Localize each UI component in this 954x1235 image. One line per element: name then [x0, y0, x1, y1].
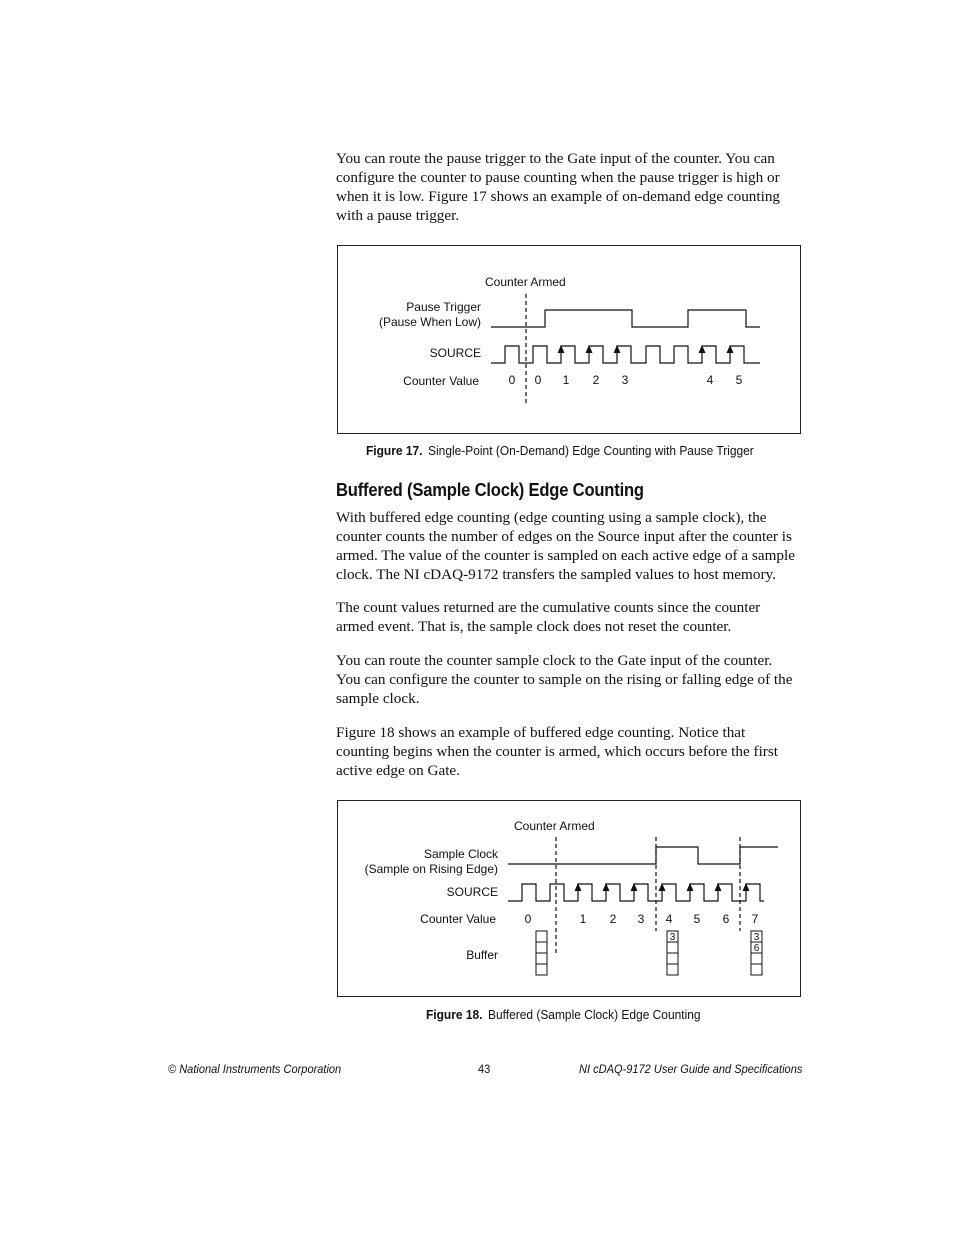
fig18-count-value: 0 [524, 912, 532, 926]
figure-17-caption-text: Single-Point (On-Demand) Edge Counting with Pause Trigger [428, 443, 754, 458]
paragraph-pause-trigger: You can route the pause trigger to the Gate input of the counter. You can configure the counter to pause counting when the pause trigger is high or when it is low. Figure 17 shows an example of on-demand edge counting with a pause trigger. [336, 150, 781, 224]
fig17-source-waveform [491, 346, 760, 363]
fig17-count-value: 2 [592, 373, 600, 387]
figure-18-caption-text: Buffered (Sample Clock) Edge Counting [488, 1007, 701, 1022]
fig18-counter-armed-label: Counter Armed [514, 819, 595, 833]
figure-17-caption-label: Figure 17. [366, 443, 423, 458]
figure-18-caption [426, 1007, 701, 1022]
fig18-count-value: 3 [637, 912, 645, 926]
buffer-cell [536, 953, 547, 964]
fig18-buffer-empty [536, 931, 547, 975]
paragraph-buffered-intro: With buffered edge counting (edge counting using a sample clock), the counter counts the number of edges on the Source input after the counter is armed. The value of the counter is sampled on each active edge of a sample clock. The NI cDAQ-9172 transfers the sampled values to host memory. [336, 509, 795, 583]
figure-17-svg [338, 246, 800, 433]
buffer-cell [667, 942, 678, 953]
fig17-count-value: 0 [508, 373, 516, 387]
footer-document-title: NI cDAQ-9172 User Guide and Specifications [579, 1062, 803, 1076]
fig18-buffer-value: 3 [753, 932, 760, 943]
fig18-sample-clock-sublabel: (Sample on Rising Edge) [364, 862, 498, 876]
fig18-buffer-label: Buffer [466, 948, 498, 962]
fig17-count-value: 1 [562, 373, 570, 387]
section-heading: Buffered (Sample Clock) Edge Counting [336, 480, 644, 500]
buffer-cell [667, 953, 678, 964]
fig17-pause-trigger-waveform [491, 310, 760, 327]
fig18-count-value: 1 [579, 912, 587, 926]
fig18-count-value: 7 [751, 912, 759, 926]
fig18-sample-clock-label: Sample Clock [423, 847, 498, 861]
fig17-pause-trigger-label: Pause Trigger [406, 300, 481, 314]
fig18-count-value: 5 [693, 912, 701, 926]
figure-17-caption [366, 443, 754, 458]
figure-18-caption-label: Figure 18. [426, 1007, 483, 1022]
fig17-counter-armed-label: Counter Armed [485, 275, 566, 289]
buffer-cell [536, 964, 547, 975]
fig17-source-label: SOURCE [429, 346, 481, 360]
fig17-count-value: 0 [534, 373, 542, 387]
fig17-pause-trigger-sublabel: (Pause When Low) [378, 315, 481, 329]
buffer-cell [751, 964, 762, 975]
buffer-cell [536, 931, 547, 942]
paragraph-count-values: The count values returned are the cumulative counts since the counter armed event. That is, the sample clock does not reset the counter. [336, 599, 761, 635]
fig18-count-value: 6 [722, 912, 730, 926]
paragraph-figure18-intro: Figure 18 shows an example of buffered edge counting. Notice that counting begins when the counter is armed, which occurs before the first active edge on Gate. [336, 724, 778, 779]
buffer-cell [667, 964, 678, 975]
buffer-cell [751, 953, 762, 964]
footer-copyright: © National Instruments Corporation [168, 1062, 342, 1076]
footer-page-number: 43 [478, 1062, 491, 1076]
fig18-count-value: 2 [609, 912, 617, 926]
fig17-count-value: 3 [621, 373, 629, 387]
paragraph-sample-clock-route: You can route the counter sample clock to the Gate input of the counter. You can configure the counter to sample on the rising or falling edge of the sample clock. [336, 652, 793, 707]
fig18-source-waveform [508, 884, 764, 901]
figure-17-diagram [337, 245, 801, 434]
fig18-buffer-value: 6 [753, 943, 760, 954]
fig17-count-value: 4 [706, 373, 714, 387]
fig18-source-label: SOURCE [446, 885, 498, 899]
figure-18-svg [338, 801, 800, 996]
fig18-count-value: 4 [665, 912, 673, 926]
fig18-counter-value-label: Counter Value [420, 912, 496, 926]
figure-18-diagram [337, 800, 801, 997]
fig18-sample-clock-waveform [508, 847, 778, 864]
fig17-count-value: 5 [735, 373, 743, 387]
fig18-buffer-value: 3 [669, 932, 676, 943]
fig17-counter-value-label: Counter Value [403, 374, 479, 388]
buffer-cell [536, 942, 547, 953]
